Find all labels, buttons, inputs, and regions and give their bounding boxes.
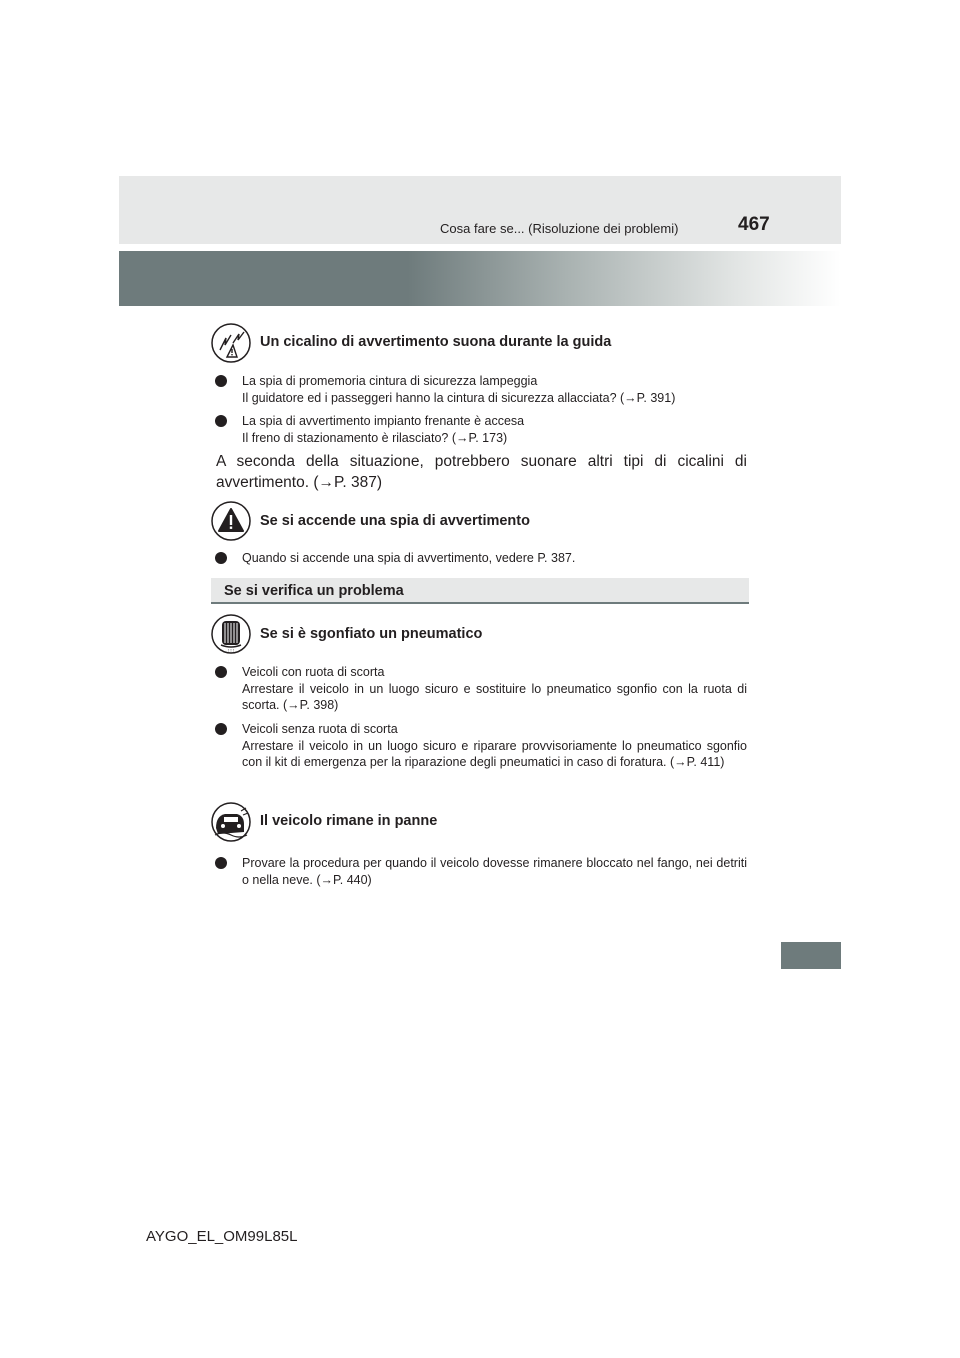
bullet-text: Quando si accende una spia di avvertimento, vedere P. 387. xyxy=(242,551,576,565)
chapter-banner xyxy=(119,251,841,306)
bullet-dot xyxy=(215,552,227,564)
beep-note: A seconda della situazione, potrebbero suonare altri tipi di cicalini di avvertimento. (→P. 387) xyxy=(216,453,747,491)
chapter-tab xyxy=(781,942,841,969)
svg-text:↑↑↑: ↑↑↑ xyxy=(227,648,235,654)
bullet-label: Veicoli senza ruota di scorta xyxy=(242,722,398,736)
list-item xyxy=(242,721,747,771)
bullet-dot xyxy=(215,666,227,678)
list-item xyxy=(242,373,747,406)
bullet-dot xyxy=(215,375,227,387)
document-code: AYGO_EL_OM99L85L xyxy=(146,1228,298,1245)
topic-heading-stuck: Il veicolo rimane in panne xyxy=(260,813,438,829)
bullet-label: La spia di promemoria cintura di sicurezza lampeggia xyxy=(242,374,538,388)
bullet-label: La spia di avvertimento impianto frenante è accesa xyxy=(242,414,525,428)
bullet-text: Provare la procedura per quando il veicolo dovesse rimanere bloccato nel fango, nei detriti o nella neve. (→P. 440) xyxy=(242,856,747,887)
list-item xyxy=(242,413,747,446)
topic-heading-beep: Un cicalino di avvertimento suona durante la guida xyxy=(260,334,612,350)
sound-wave-warning-icon xyxy=(211,323,251,363)
bullet-text: Arrestare il veicolo in un luogo sicuro e riparare provvisoriamente lo pneumatico sgonfio con il kit di emergenza per la riparazione degli pneumatici in caso di foratura. (→P. 411) xyxy=(242,738,747,769)
bullet-text: Il guidatore ed i passeggeri hanno la cintura di sicurezza allacciata? (→P. 391) xyxy=(242,390,676,405)
bullet-dot xyxy=(215,857,227,869)
list-item xyxy=(242,664,747,714)
warning-triangle-icon xyxy=(211,501,251,541)
topic-heading-flat-tire: Se si è sgonfiato un pneumatico xyxy=(260,626,483,642)
section-heading xyxy=(211,578,749,604)
bullet-dot xyxy=(215,415,227,427)
bullet-dot xyxy=(215,723,227,735)
bullet-text: Arrestare il veicolo in un luogo sicuro e sostituire lo pneumatico sgonfio con la ruota di scorta. (→P. 398) xyxy=(242,681,747,712)
list-item xyxy=(242,855,747,888)
section-title: Se si verifica un problema xyxy=(224,583,404,599)
topic-heading-warning-light: Se si accende una spia di avvertimento xyxy=(260,513,530,529)
flat-tire-icon xyxy=(211,614,251,654)
header-section-title: Cosa fare se... (Risoluzione dei problemi) xyxy=(440,221,679,236)
list-item xyxy=(242,550,747,567)
stuck-vehicle-icon xyxy=(211,802,251,842)
bullet-label: Veicoli con ruota di scorta xyxy=(242,665,385,679)
page-number: 467 xyxy=(738,214,770,235)
bullet-text: Il freno di stazionamento è rilasciato? (→P. 173) xyxy=(242,430,508,445)
